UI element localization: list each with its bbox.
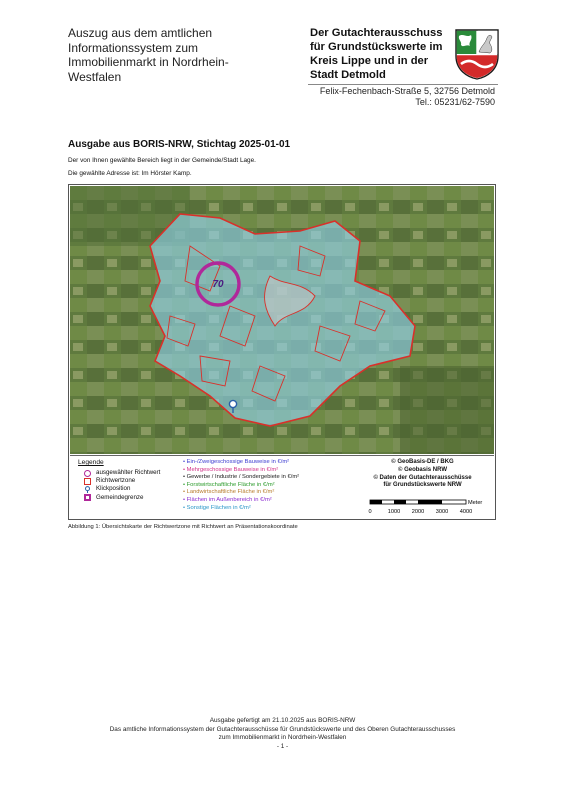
header-left-line: Informationssystem zum [68,40,199,55]
header-left-line: Westfalen [68,69,122,84]
legend-category-label: Sonstige Flächen in €/m² [186,504,251,511]
output-municipality-line: Der von Ihnen gewählte Bereich liegt in der Gemeinde/Stadt Lage. [68,157,256,164]
scale-bar [368,496,483,518]
header-left-line: Auszug aus dem amtlichen [68,26,213,40]
scale-tick: 1000 [387,509,401,515]
square-filled-icon [84,494,91,501]
header-address: Felix-Fechenbach-Straße 5, 32756 Detmold [319,86,495,96]
header-right-line: Stadt Detmold [310,69,386,81]
pin-icon [84,486,91,493]
legend-symbol-label: Gemeindegrenze [96,493,144,501]
header-right-line: Der Gutachterausschuss [310,27,443,39]
legend-symbol-row [84,469,160,477]
coat-of-arms-icon [453,28,501,80]
copyright-line: für Grundstückswerte NRW [383,482,462,489]
scale-tick: 4000 [459,509,473,515]
header-left-line: Immobilienmarkt in Nordrhein- [68,55,229,69]
legend-symbol-row [84,494,160,502]
copyright-line: © Geobasis NRW [398,466,447,473]
legend-categories [183,459,299,512]
legend-title: Legende [78,459,104,466]
richtwert-label: 70 [212,279,224,290]
legend-category: • Sonstige Flächen in €/m² [183,504,251,511]
legend-copyright [350,459,495,490]
legend-category-label: Flächen im Außenbereich in €/m² [186,496,272,503]
square-icon [84,478,91,485]
legend-category-label: Forstwirtschaftliche Fläche in €/m² [186,481,275,488]
overview-map-frame [68,184,496,520]
overview-map [70,186,494,454]
legend-category: • Ein-/Zweigeschossige Bauweise in €/m² [183,459,290,465]
output-title: Ausgabe aus BORIS-NRW, Stichtag 2025-01-01 [68,139,291,150]
legend-category-label: Ein-/Zweigeschossige Bauweise in €/m² [186,459,290,465]
header-address-block [320,86,495,108]
footer-line: Das amtliche Informationssystem der Gutachterausschüsse für Grundstückswerte und des Oberen Gutachterausschusses [109,725,456,733]
header-phone: Tel.: 05231/62-7590 [415,97,495,107]
header-right-line: für Grundstückswerte im [310,41,443,53]
legend-category-label: Mehrgeschossige Bauweise in €/m² [186,466,279,473]
legend-symbol-label: Richtwertzone [96,477,136,485]
scale-unit: Meter [468,500,483,506]
footer-line: Ausgabe gefertigt am 21.10.2025 aus BORIS-NRW [209,717,356,724]
scale-tick: 3000 [435,509,449,515]
header-left-title [68,26,258,84]
header-right-line: Kreis Lippe und in der [310,55,429,67]
footer-line: zum Immobilienmarkt in Nordrhein-Westfalen [218,734,347,742]
figure-caption: Abbildung 1: Übersichtskarte der Richtwertzone mit Richtwert an Präsentationskoordinate [68,524,298,530]
legend-symbols [84,469,160,502]
scale-tick: 2000 [411,509,425,515]
legend-symbol-row [84,477,160,485]
legend-category-label: Landwirtschaftliche Fläche in €/m² [186,489,275,496]
legend-category: • Mehrgeschossige Bauweise in €/m² [183,466,279,473]
legend-symbol-label: Klickposition [96,485,131,493]
header-rule [308,84,498,85]
copyright-line: © Daten der Gutachterausschüsse [373,474,472,481]
legend-symbol-row [84,485,160,493]
legend-symbol-label: ausgewählter Richtwert [96,469,161,476]
page-number: - 1 - [276,742,289,750]
circle-icon [84,470,91,477]
legend-category: • Flächen im Außenbereich in €/m² [183,496,272,503]
legend-category: • Forstwirtschaftliche Fläche in €/m² [183,481,275,488]
output-address-line: Die gewählte Adresse ist: Im Hörster Kamp. [68,170,192,177]
page-footer [0,717,565,751]
header-right-title [310,26,450,82]
map-legend [70,455,494,519]
legend-category: • Gewerbe / Industrie / Sondergebiete in €/m² [183,474,300,481]
scale-tick: 0 [368,509,372,515]
legend-category-label: Gewerbe / Industrie / Sondergebiete in €/m² [186,474,300,481]
legend-category: • Landwirtschaftliche Fläche in €/m² [183,489,275,496]
copyright-line: © GeoBasis-DE / BKG [391,459,454,465]
